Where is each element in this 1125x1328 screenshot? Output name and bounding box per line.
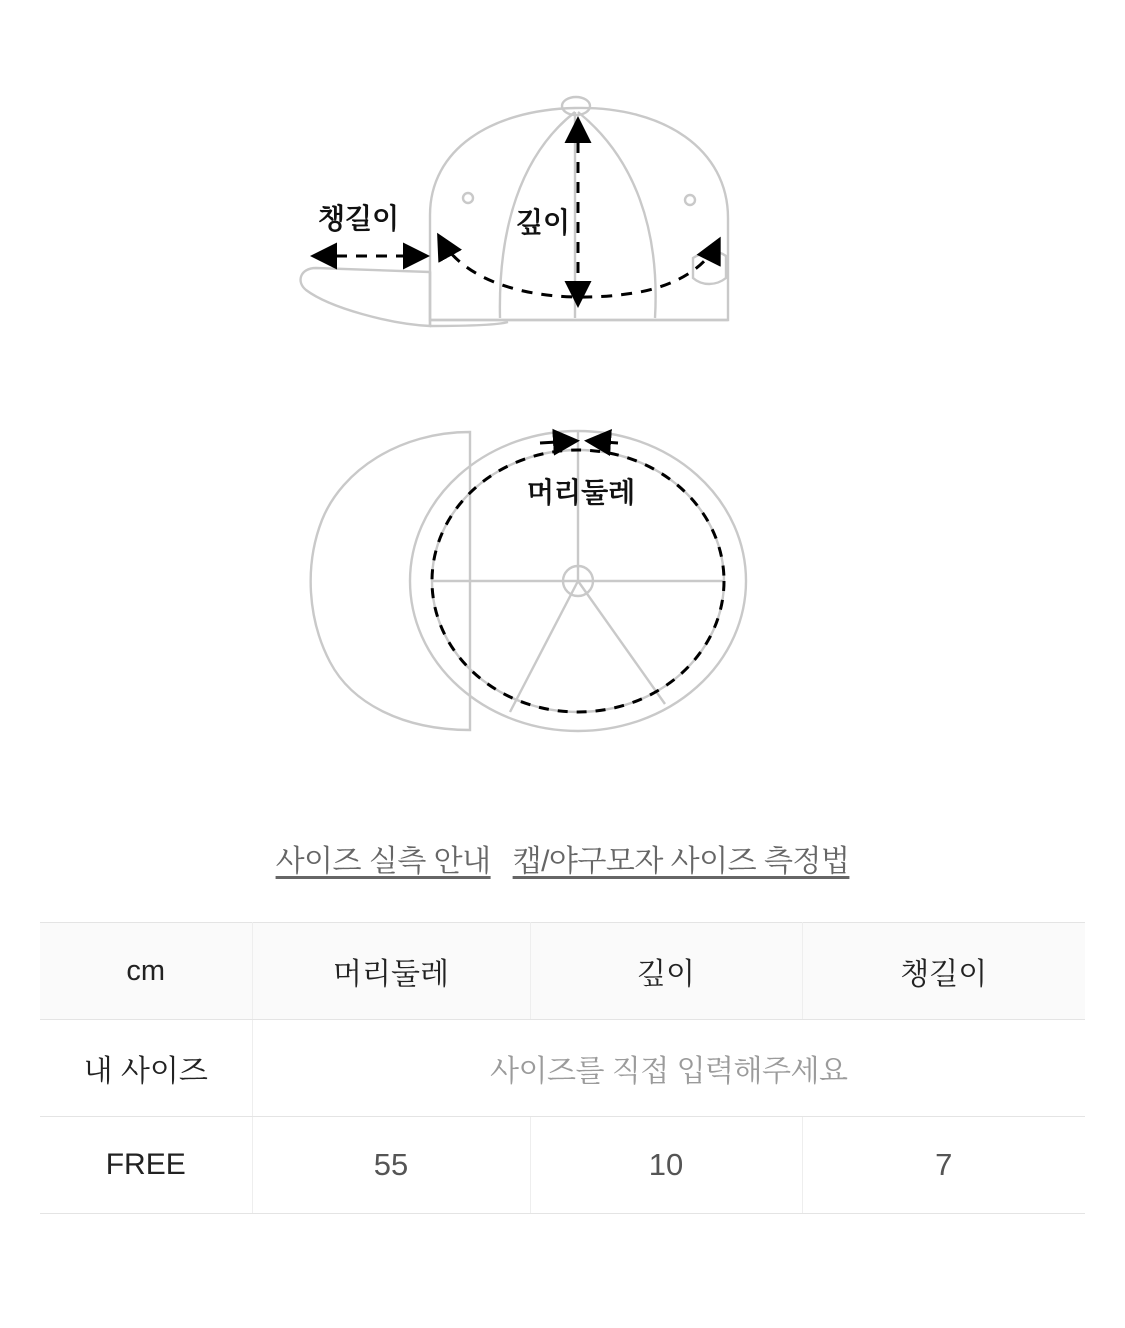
table-header-row	[40, 923, 1085, 1020]
row-label-free: FREE	[40, 1117, 252, 1214]
header-brim-length: 챙길이	[802, 923, 1085, 1020]
table-row	[40, 1117, 1085, 1214]
my-size-label: 내 사이즈	[40, 1020, 252, 1117]
header-depth: 깊이	[530, 923, 802, 1020]
size-table-wrap	[40, 922, 1085, 1214]
depth-label: 깊이	[516, 207, 571, 238]
size-guide-links	[0, 836, 1125, 880]
cap-top-view	[311, 431, 746, 731]
brim-length-label: 챙길이	[318, 203, 400, 234]
my-size-input-cell[interactable]	[252, 1020, 1085, 1117]
my-size-placeholder[interactable]: 사이즈를 직접 입력해주세요	[490, 1055, 848, 1088]
head-circumference-label: 머리둘레	[527, 477, 636, 508]
table-row-my-size	[40, 1020, 1085, 1117]
size-table-body	[40, 1020, 1085, 1214]
cell-head-circumference: 55	[252, 1117, 530, 1214]
header-head-circumference: 머리둘레	[252, 923, 530, 1020]
size-table-head	[40, 923, 1085, 1020]
cell-brim-length: 7	[802, 1117, 1085, 1214]
link-size-measure-guide[interactable]: 사이즈 실측 안내	[275, 845, 491, 878]
cell-depth: 10	[530, 1117, 802, 1214]
header-unit: cm	[40, 923, 252, 1020]
link-cap-measure-method[interactable]: 캡/야구모자 사이즈 측정법	[512, 845, 850, 878]
size-table	[40, 922, 1085, 1214]
